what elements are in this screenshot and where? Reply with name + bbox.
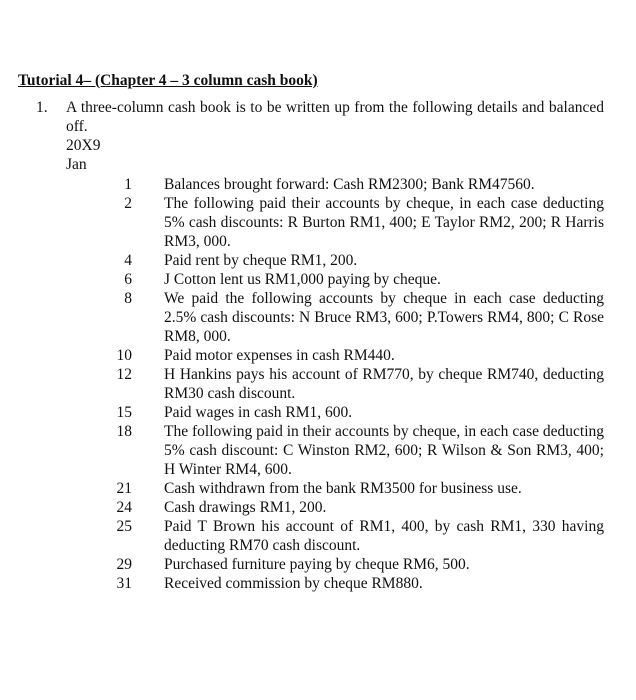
transaction-entry [90,270,604,289]
entry-description: Paid wages in cash RM1, 600. [164,404,353,421]
entry-day: 1 [124,176,132,193]
transaction-entry [90,365,604,403]
entry-description: H Hankins pays his account of RM770, by cheque RM740, deducting RM30 cash discount. [164,366,604,402]
entry-description: Paid T Brown his account of RM1, 400, by cash RM1, 330 having deducting RM70 cash discount. [164,518,604,554]
entry-day: 25 [116,518,132,535]
entry-description: Cash withdrawn from the bank RM3500 for business use. [164,480,522,497]
transaction-entry [90,498,604,517]
entry-day: 15 [116,404,132,421]
entry-description: Paid rent by cheque RM1, 200. [164,252,358,269]
month-label: Jan [66,156,87,173]
transaction-list [90,175,604,593]
entry-description: Paid motor expenses in cash RM440. [164,347,395,364]
transaction-entry [90,175,604,194]
entry-description: The following paid their accounts by cheque, in each case deducting 5% cash discounts: R Burton RM1, 400; E Taylor RM2, 200; R Harris RM3, 000. [164,195,604,250]
transaction-entry [90,403,604,422]
entry-day: 21 [116,480,132,497]
question-number: 1. [36,99,48,116]
transaction-entry [90,555,604,574]
year-label: 20X9 [66,137,101,154]
transaction-entry [90,574,604,593]
entry-day: 2 [124,195,132,212]
transaction-entry [90,479,604,498]
entry-day: 29 [116,556,132,573]
entry-day: 31 [116,575,132,592]
transaction-entry [90,346,604,365]
entry-description: J Cotton lent us RM1,000 paying by cheque. [164,271,441,288]
entry-day: 4 [124,252,132,269]
entry-day: 24 [116,499,132,516]
transaction-entry [90,422,604,479]
transaction-entry [90,517,604,555]
entry-description: Cash drawings RM1, 200. [164,499,327,516]
question-text: A three-column cash book is to be written up from the following details and balanced off. [66,99,604,135]
entry-description: We paid the following accounts by cheque in each case deducting 2.5% cash discounts: N Bruce RM3, 600; P.Towers RM4, 800; C Rose RM8, 000. [164,290,604,345]
transaction-entry [90,194,604,251]
entry-day: 12 [116,366,132,383]
entry-day: 6 [124,271,132,288]
entry-description: Received commission by cheque RM880. [164,575,423,592]
entry-day: 18 [116,423,132,440]
entry-day: 8 [124,290,132,307]
tutorial-title: Tutorial 4– (Chapter 4 – 3 column cash book) [18,72,318,89]
entry-day: 10 [116,347,132,364]
transaction-entry [90,289,604,346]
entry-description: Purchased furniture paying by cheque RM6, 500. [164,556,470,573]
transaction-entry [90,251,604,270]
entry-description: The following paid in their accounts by cheque, in each case deducting 5% cash discount: C Winston RM2, 600; R Wilson & Son RM3, 400; H Winter RM4, 600. [164,423,604,478]
entry-description: Balances brought forward: Cash RM2300; Bank RM47560. [164,176,535,193]
